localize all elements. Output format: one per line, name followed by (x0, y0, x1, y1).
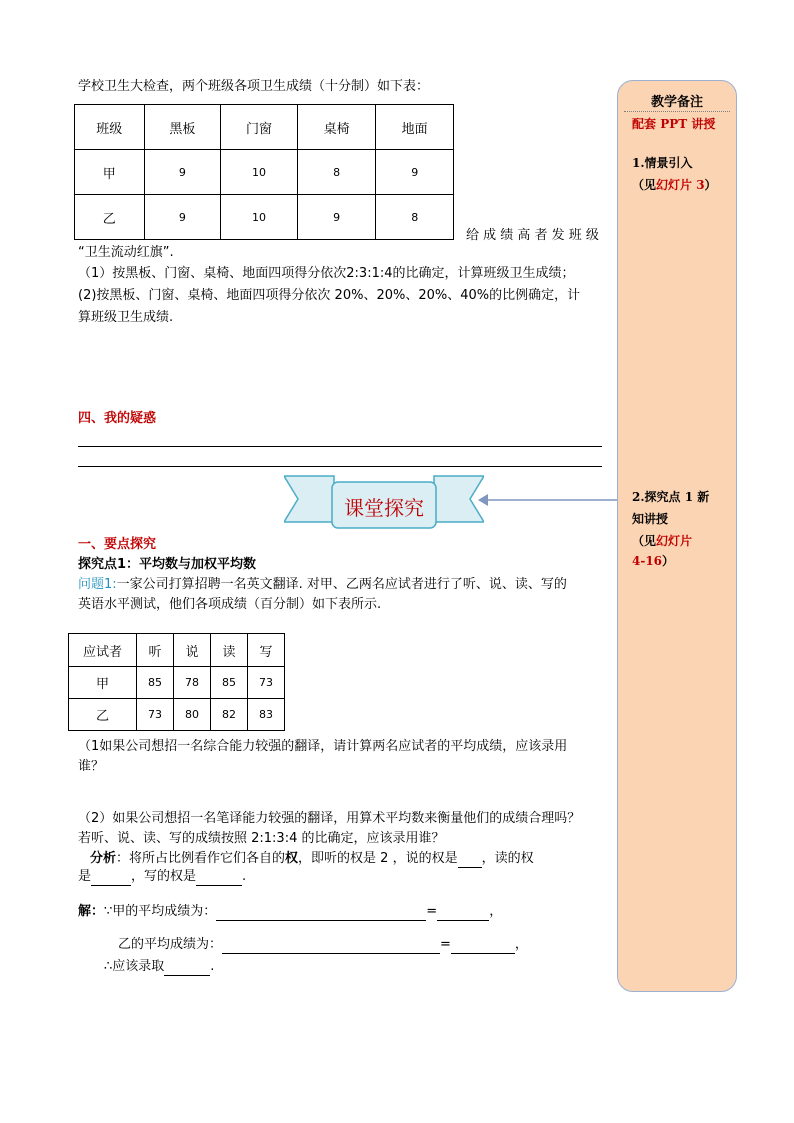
yi-expression-blank[interactable] (222, 953, 440, 954)
table2-header: 听 (137, 634, 174, 667)
sidebar-item-2-ref2: 4-16） (632, 554, 675, 568)
arrow-icon (478, 490, 620, 510)
banner-text: 课堂探究 (344, 496, 424, 520)
table2-header: 说 (174, 634, 211, 667)
table1-cell: 10 (221, 150, 298, 195)
yi-result-blank[interactable] (451, 953, 515, 954)
answer-line (78, 446, 602, 447)
question-2-line2: 算班级卫生成绩. (78, 310, 174, 325)
sidebar-title: 教学备注 (650, 95, 703, 110)
analysis-line2: 是 ，写的权是 . (78, 869, 247, 884)
table1-cell: 8 (297, 150, 376, 195)
question-2-line1: (2)按黑板、门窗、桌椅、地面四项得分依次 20%、20%、20%、40%的比例确定，计 (78, 288, 581, 303)
solution-label: 解： (78, 904, 105, 919)
table2-cell: 乙 (69, 699, 137, 731)
table1-header: 班级 (75, 105, 145, 150)
table1-cell: 8 (376, 195, 454, 240)
problem-line2: 英语水平测试，他们各项成绩（百分制）如下表所示. (78, 597, 382, 612)
table1-cell: 9 (144, 195, 221, 240)
table1-header: 桌椅 (297, 105, 376, 150)
table1-cell: 9 (297, 195, 376, 240)
applicant-score-table (68, 633, 285, 731)
table2-cell: 73 (248, 667, 285, 699)
answer-line (78, 466, 602, 467)
analysis-label: 分析 (90, 851, 117, 866)
table-row (75, 150, 454, 195)
sidebar-item-2: 2.探究点 1 新 (632, 490, 710, 504)
solution-yi: 乙的平均成绩为： = ， (118, 937, 528, 952)
solution-jia: 解：∵甲的平均成绩为： = ， (78, 904, 503, 919)
table1-cell: 乙 (75, 195, 145, 240)
section4-title: 四、我的疑惑 (78, 411, 157, 426)
table2-cell: 83 (248, 699, 285, 731)
table1-cell: 9 (144, 150, 221, 195)
question-21-line2: 谁？ (78, 759, 105, 774)
sidebar-item-1-ref: （见幻灯片 3） (632, 178, 717, 192)
table2-cell: 85 (211, 667, 248, 699)
table2-cell: 甲 (69, 667, 137, 699)
table2-cell: 73 (137, 699, 174, 731)
read-weight-blank[interactable] (91, 885, 131, 886)
table1-header: 黑板 (144, 105, 221, 150)
question-22-line1: （2）如果公司想招一名笔译能力较强的翻译，用算术平均数来衡量他们的成绩合理吗？ (78, 811, 581, 826)
sidebar-divider (624, 111, 730, 112)
sidebar-item-1: 1.情景引入 (632, 156, 693, 170)
hygiene-score-table (74, 104, 454, 240)
table2-cell: 80 (174, 699, 211, 731)
problem-line1: 问题1:一家公司打算招聘一名英文翻译. 对甲、乙两名应试者进行了听、说、读、写的 (78, 577, 567, 592)
table1-header: 地面 (376, 105, 454, 150)
table2-header: 写 (248, 634, 285, 667)
table1-cell: 10 (221, 195, 298, 240)
analysis-line1: 分析：将所占比例看作它们各自的权，即听的权是 2 ，说的权是 ，读的权 (90, 851, 534, 866)
question-1: （1）按黑板、门窗、桌椅、地面四项得分依次2:3:1:4的比确定，计算班级卫生成绩； (78, 266, 575, 281)
sidebar-item-2-ref: （见幻灯片 (632, 534, 693, 548)
table2-header: 读 (211, 634, 248, 667)
teaching-notes-sidebar (617, 80, 737, 992)
section1-title: 一、要点探究 (78, 537, 157, 552)
table-row (69, 699, 285, 731)
table2-header: 应试者 (69, 634, 137, 667)
award-text-line2: “卫生流动红旗”. (78, 245, 174, 260)
solution-conclusion: ∴应该录取 . (104, 959, 215, 974)
hire-blank[interactable] (164, 975, 210, 976)
question-21-line1: （1如果公司想招一名综合能力较强的翻译，请计算两名应试者的平均成绩，应该录用 (78, 739, 568, 754)
table-row (69, 667, 285, 699)
question-22-line2: 若听、说、读、写的成绩按照 2:1:3:4 的比确定，应该录用谁？ (78, 831, 445, 846)
speak-weight-blank[interactable] (458, 867, 482, 868)
table1-header: 门窗 (221, 105, 298, 150)
table2-cell: 78 (174, 667, 211, 699)
jia-expression-blank[interactable] (216, 920, 426, 921)
table1-cell: 甲 (75, 150, 145, 195)
write-weight-blank[interactable] (196, 885, 242, 886)
table2-cell: 85 (137, 667, 174, 699)
table1-cell: 9 (376, 150, 454, 195)
point1-title: 探究点1：平均数与加权平均数 (78, 557, 257, 572)
table-row (75, 195, 454, 240)
intro-text: 学校卫生大检查，两个班级各项卫生成绩（十分制）如下表： (78, 79, 430, 94)
problem-label: 问题1: (78, 577, 117, 592)
sidebar-ppt-note: 配套 PPT 讲授 (632, 117, 716, 131)
table2-cell: 82 (211, 699, 248, 731)
jia-result-blank[interactable] (437, 920, 489, 921)
sidebar-item-2b: 知讲授 (632, 512, 669, 526)
award-text-right: 给 成 绩 高 者 发 班 级 (466, 228, 599, 243)
